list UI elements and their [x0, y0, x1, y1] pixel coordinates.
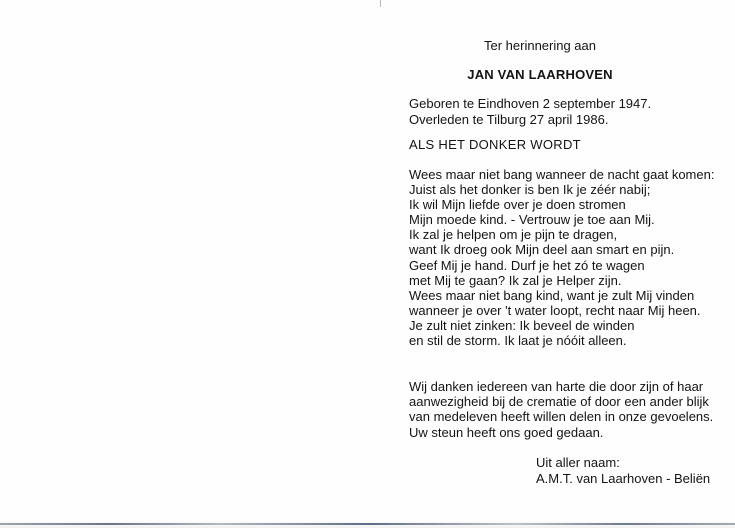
poem-line: Geef Mij je hand. Durf je het zó te wagen	[409, 257, 645, 273]
poem-line: Je zult niet zinken: Ik beveel de winden	[409, 317, 635, 333]
scan-edge-stroke	[0, 523, 735, 525]
poem-line: want Ik droeg ook Mijn deel aan smart en pijn.	[409, 242, 675, 258]
memorial-heading: Ter herinnering aan	[483, 38, 597, 53]
poem-title: ALS HET DONKER WORDT	[409, 137, 581, 152]
poem-line: met Mij te gaan? Ik zal je Helper zijn.	[409, 272, 622, 288]
signature-name: A.M.T. van Laarhoven - Beliën	[536, 471, 711, 486]
poem-line: Mijn moede kind. - Vertrouw je toe aan Mij.	[409, 212, 655, 228]
poem-line: Juist als het donker is ben Ik je zéér nabij;	[409, 182, 651, 198]
signature-intro: Uit aller naam:	[536, 455, 620, 470]
poem-line: Wees maar niet bang kind, want je zult Mij vinden	[409, 287, 695, 303]
thank-you-message	[409, 379, 729, 440]
thanks-line: Wij danken iedereen van harte die door zijn of haar	[409, 379, 704, 394]
deceased-name: JAN VAN LAARHOVEN	[467, 67, 613, 82]
death-line: Overleden te Tilburg 27 april 1986.	[409, 112, 609, 127]
life-dates	[409, 96, 729, 128]
scan-edge	[0, 519, 735, 528]
poem-line: wanneer je over 't water loopt, recht naar Mij heen.	[409, 302, 701, 318]
birth-line: Geboren te Eindhoven 2 september 1947.	[409, 96, 652, 111]
thanks-line: van medeleven heeft willen delen in onze gevoelens.	[409, 409, 714, 425]
signature	[536, 455, 726, 487]
poem	[409, 167, 729, 348]
thanks-line: aanwezigheid bij de crematie of door een ander blijk	[409, 394, 709, 410]
poem-line: Ik wil Mijn liefde over je doen stromen	[409, 197, 626, 213]
thanks-line: Uw steun heeft ons goed gedaan.	[409, 424, 604, 440]
fold-mark	[380, 0, 381, 7]
poem-line: Wees maar niet bang wanneer de nacht gaat komen:	[409, 167, 715, 182]
poem-line: Ik zal je helpen om je pijn te dragen,	[409, 227, 618, 243]
poem-line: en stil de storm. Ik laat je nóóit alleen.	[409, 333, 627, 349]
